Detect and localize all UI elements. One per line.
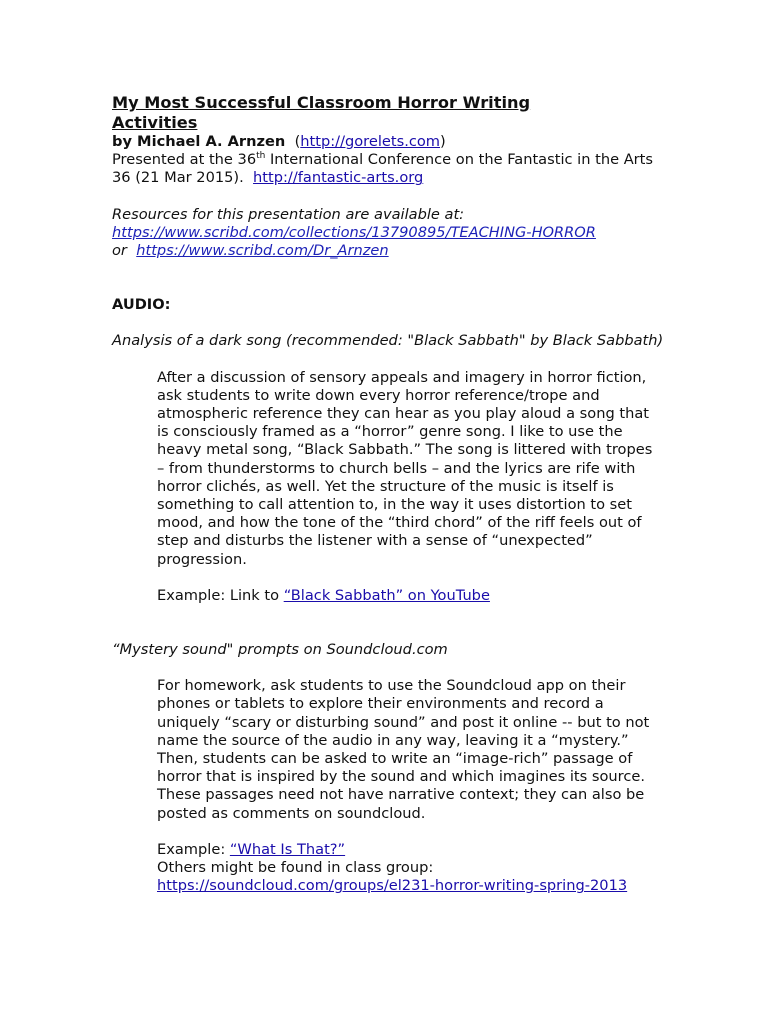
what-is-that-link[interactable]: “What Is That?” xyxy=(229,840,346,858)
presented-suffix: International Conference on the Fantastic in the Arts 36 (21 Mar 2015). xyxy=(112,151,653,187)
document-body xyxy=(112,93,672,896)
activity-2-body: For homework, ask students to use the Soundcloud app on their phones or tablets to explore their environments and record a uniquely “scary or disturbing sound” and post it online -- but to not name the source of the audio in any way, leaving it a “mystery.” Then, students can be asked to write an “image-rich” passage of horror that is inspired by the sound and which imagines its source. These passages need not have narrative context; they can also be posted as comments on soundcloud. xyxy=(157,677,650,822)
presented-sup: th xyxy=(256,151,266,162)
activity-1-title: Analysis of a dark song (recommended: "Black Sabbath" by Black Sabbath) xyxy=(112,332,664,350)
byline: by Michael A. Arnzen (http://gorelets.com) xyxy=(112,133,446,150)
black-sabbath-youtube-link[interactable]: “Black Sabbath” on YouTube xyxy=(283,586,490,604)
document-title: My Most Successful Classroom Horror Writing Activities xyxy=(112,93,531,132)
activity-2-example xyxy=(157,841,657,859)
activity-1-example-prefix: Example: Link to xyxy=(157,586,284,604)
author-website-link[interactable]: http://gorelets.com xyxy=(300,133,441,150)
byline-prefix: by xyxy=(112,133,138,150)
resources-label: Resources for this presentation are available at: xyxy=(112,205,465,223)
section-heading-audio: AUDIO: xyxy=(112,296,171,314)
resources-alt xyxy=(112,242,672,260)
author-name: Michael A. Arnzen xyxy=(137,133,286,150)
presented-prefix: Presented at the 36 xyxy=(112,151,257,169)
presentation-info xyxy=(112,151,672,187)
scribd-profile-link[interactable]: https://www.scribd.com/Dr_Arnzen xyxy=(136,242,389,260)
activity-1-example xyxy=(157,587,657,605)
activity-2-others: Others might be found in class group: xyxy=(157,859,434,877)
soundcloud-group-link[interactable]: https://soundcloud.com/groups/el231-horror-writing-spring-2013 xyxy=(157,877,628,895)
activity-2-title: “Mystery sound" prompts on Soundcloud.com xyxy=(112,641,448,659)
scribd-collection-link[interactable]: https://www.scribd.com/collections/13790895/TEACHING-HORROR xyxy=(112,223,596,241)
resources-or: or xyxy=(112,242,127,260)
conference-link[interactable]: http://fantastic-arts.org xyxy=(253,169,424,187)
activity-2-example-prefix: Example: xyxy=(157,840,230,858)
activity-1-body: After a discussion of sensory appeals and imagery in horror fiction, ask students to write down every horror reference/trope and atmospheric reference they can hear as you play aloud a song that is consciously framed as a “horror” genre song. I like to use the heavy metal song, “Black Sabbath.” The song is littered with tropes – from thunderstorms to church bells – and the lyrics are rife with horror clichés, as well. Yet the structure of the music is itself is something to call attention to, in the way it uses distortion to set mood, and how the tone of the “third chord” of the riff feels out of step and disturbs the listener with a sense of “unexpected” progression. xyxy=(157,368,653,568)
